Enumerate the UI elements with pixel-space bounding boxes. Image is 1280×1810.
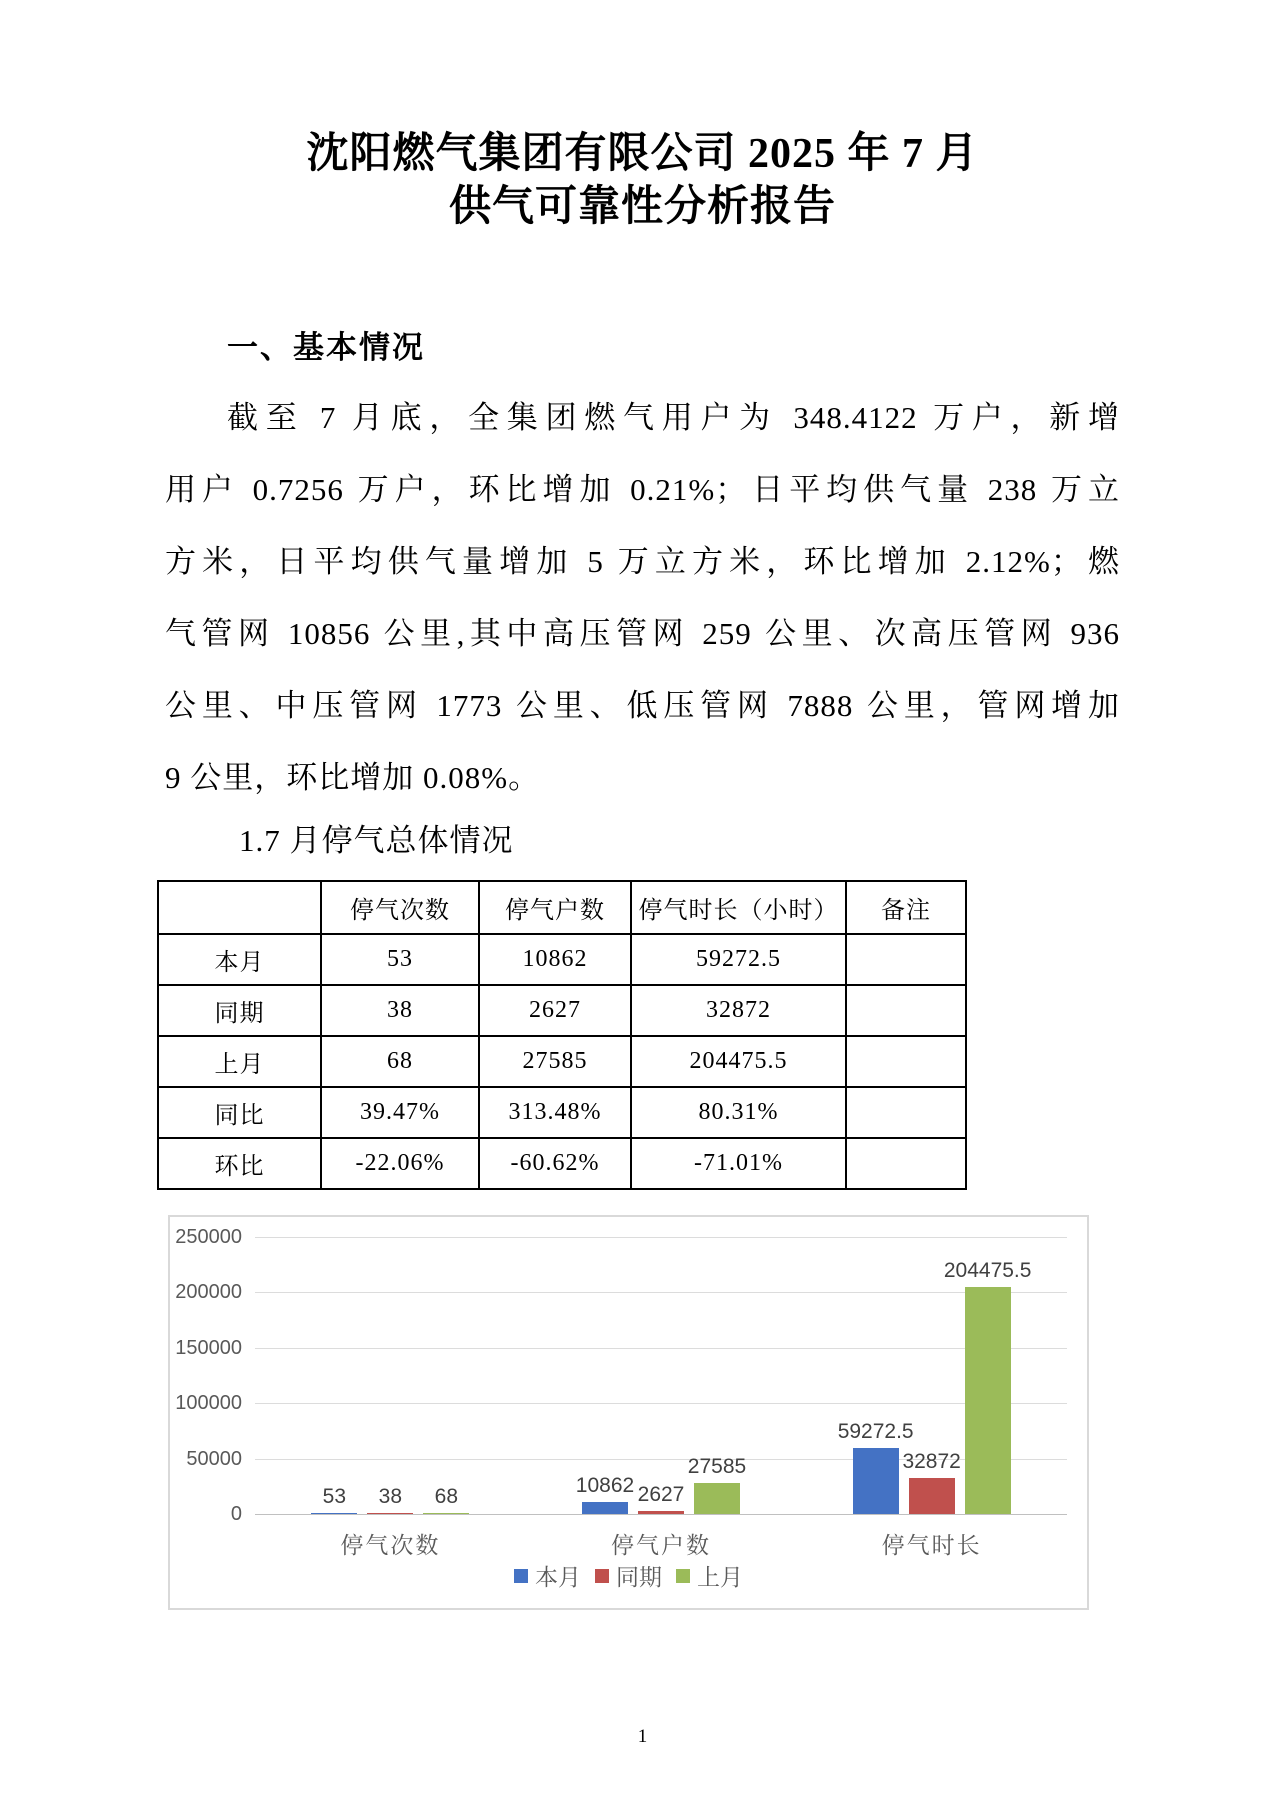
data-label: 27585 xyxy=(687,1455,747,1479)
section-heading: 一、基本情况 xyxy=(227,330,425,365)
table-header-cell: 备注 xyxy=(846,881,966,934)
page-number: 1 xyxy=(637,1726,648,1747)
row-label: 本月 xyxy=(158,934,321,985)
title-line-2: 供气可靠性分析报告 xyxy=(448,184,836,230)
legend-swatch xyxy=(676,1569,690,1583)
row-label: 同比 xyxy=(158,1087,321,1138)
table-cell: -22.06% xyxy=(321,1138,479,1189)
paragraph-line: 截至 7 月底，全集团燃气用户为 348.4122 万户，新增 xyxy=(227,400,1120,435)
bar-上月-停气时长 xyxy=(965,1287,1011,1514)
paragraph-line: 方米，日平均供气量增加 5 万立方米，环比增加 2.12%；燃 xyxy=(165,544,1120,579)
table-row xyxy=(158,1138,966,1189)
data-label: 2627 xyxy=(637,1483,685,1507)
data-label: 59272.5 xyxy=(837,1420,914,1444)
table-header-cell: 停气时长（小时） xyxy=(631,881,846,934)
document-title xyxy=(165,128,1120,234)
data-label: 68 xyxy=(434,1485,458,1508)
table-cell: 80.31% xyxy=(631,1087,846,1138)
bar-同期-停气户数 xyxy=(638,1511,684,1514)
legend-item xyxy=(676,1559,743,1592)
table-cell: 313.48% xyxy=(479,1087,631,1138)
gridline xyxy=(255,1292,1067,1293)
bar-本月-停气次数 xyxy=(311,1513,357,1514)
legend-item xyxy=(595,1559,662,1592)
row-label: 上月 xyxy=(158,1036,321,1087)
body-paragraph xyxy=(165,382,1120,814)
table-cell xyxy=(846,934,966,985)
table-cell: 68 xyxy=(321,1036,479,1087)
table-cell: 2627 xyxy=(479,985,631,1036)
y-axis-tick: 200000 xyxy=(175,1281,242,1304)
table-cell: 38 xyxy=(321,985,479,1036)
table-cell: -60.62% xyxy=(479,1138,631,1189)
data-label: 10862 xyxy=(575,1473,635,1497)
table-header-cell xyxy=(158,881,321,934)
chart-legend xyxy=(170,1559,1087,1592)
row-label: 同期 xyxy=(158,985,321,1036)
legend-label: 上月 xyxy=(697,1564,743,1590)
gridline xyxy=(255,1237,1067,1238)
table-cell: 39.47% xyxy=(321,1087,479,1138)
outage-summary-table xyxy=(157,880,967,1190)
data-label: 53 xyxy=(322,1485,346,1508)
table-cell xyxy=(846,1087,966,1138)
legend-label: 本月 xyxy=(535,1564,581,1590)
table-header-cell: 停气户数 xyxy=(479,881,631,934)
table-cell: 204475.5 xyxy=(631,1036,846,1087)
table-cell xyxy=(846,1138,966,1189)
bar-上月-停气户数 xyxy=(694,1483,740,1514)
table-cell xyxy=(846,1036,966,1087)
table-row xyxy=(158,985,966,1036)
bar-同期-停气时长 xyxy=(909,1478,955,1514)
paragraph-line: 9 公里，环比增加 0.08%。 xyxy=(165,760,541,795)
table-row xyxy=(158,1036,966,1087)
y-axis-tick: 100000 xyxy=(175,1392,242,1415)
table-header-cell: 停气次数 xyxy=(321,881,479,934)
gridline xyxy=(255,1403,1067,1404)
paragraph-line: 气管网 10856 公里,其中高压管网 259 公里、次高压管网 936 xyxy=(165,616,1120,651)
y-axis-tick: 50000 xyxy=(186,1447,242,1470)
table-cell xyxy=(846,985,966,1036)
table-row xyxy=(158,934,966,985)
category-label: 停气户数 xyxy=(611,1532,711,1558)
legend-item xyxy=(514,1559,581,1592)
row-label: 环比 xyxy=(158,1138,321,1189)
data-label: 32872 xyxy=(902,1449,961,1473)
y-axis-tick: 250000 xyxy=(175,1226,242,1248)
legend-label: 同期 xyxy=(616,1564,662,1590)
paragraph-line: 公里、中压管网 1773 公里、低压管网 7888 公里，管网增加 xyxy=(165,688,1120,723)
data-label: 38 xyxy=(378,1485,402,1508)
table-cell: 59272.5 xyxy=(631,934,846,985)
outage-bar-chart xyxy=(168,1215,1089,1610)
subsection-heading: 1.7 月停气总体情况 xyxy=(239,823,514,858)
table-cell: -71.01% xyxy=(631,1138,846,1189)
table-cell: 32872 xyxy=(631,985,846,1036)
table-cell: 10862 xyxy=(479,934,631,985)
gridline xyxy=(255,1348,1067,1349)
bar-上月-停气次数 xyxy=(423,1513,469,1514)
category-label: 停气时长 xyxy=(881,1532,982,1558)
table-cell: 27585 xyxy=(479,1036,631,1087)
table-header-row xyxy=(158,881,966,934)
y-axis-tick: 150000 xyxy=(175,1336,242,1359)
table-cell: 53 xyxy=(321,934,479,985)
paragraph-line: 用户 0.7256 万户，环比增加 0.21%；日平均供气量 238 万立 xyxy=(165,472,1120,507)
legend-swatch xyxy=(514,1569,528,1583)
x-axis-line xyxy=(255,1514,1067,1515)
title-line-1: 沈阳燃气集团有限公司 2025 年 7 月 xyxy=(306,131,979,177)
table-row xyxy=(158,1087,966,1138)
category-label: 停气次数 xyxy=(340,1532,441,1558)
data-label: 204475.5 xyxy=(943,1259,1032,1283)
legend-swatch xyxy=(595,1569,609,1583)
bar-同期-停气次数 xyxy=(367,1513,413,1514)
y-axis-tick: 0 xyxy=(230,1503,242,1525)
